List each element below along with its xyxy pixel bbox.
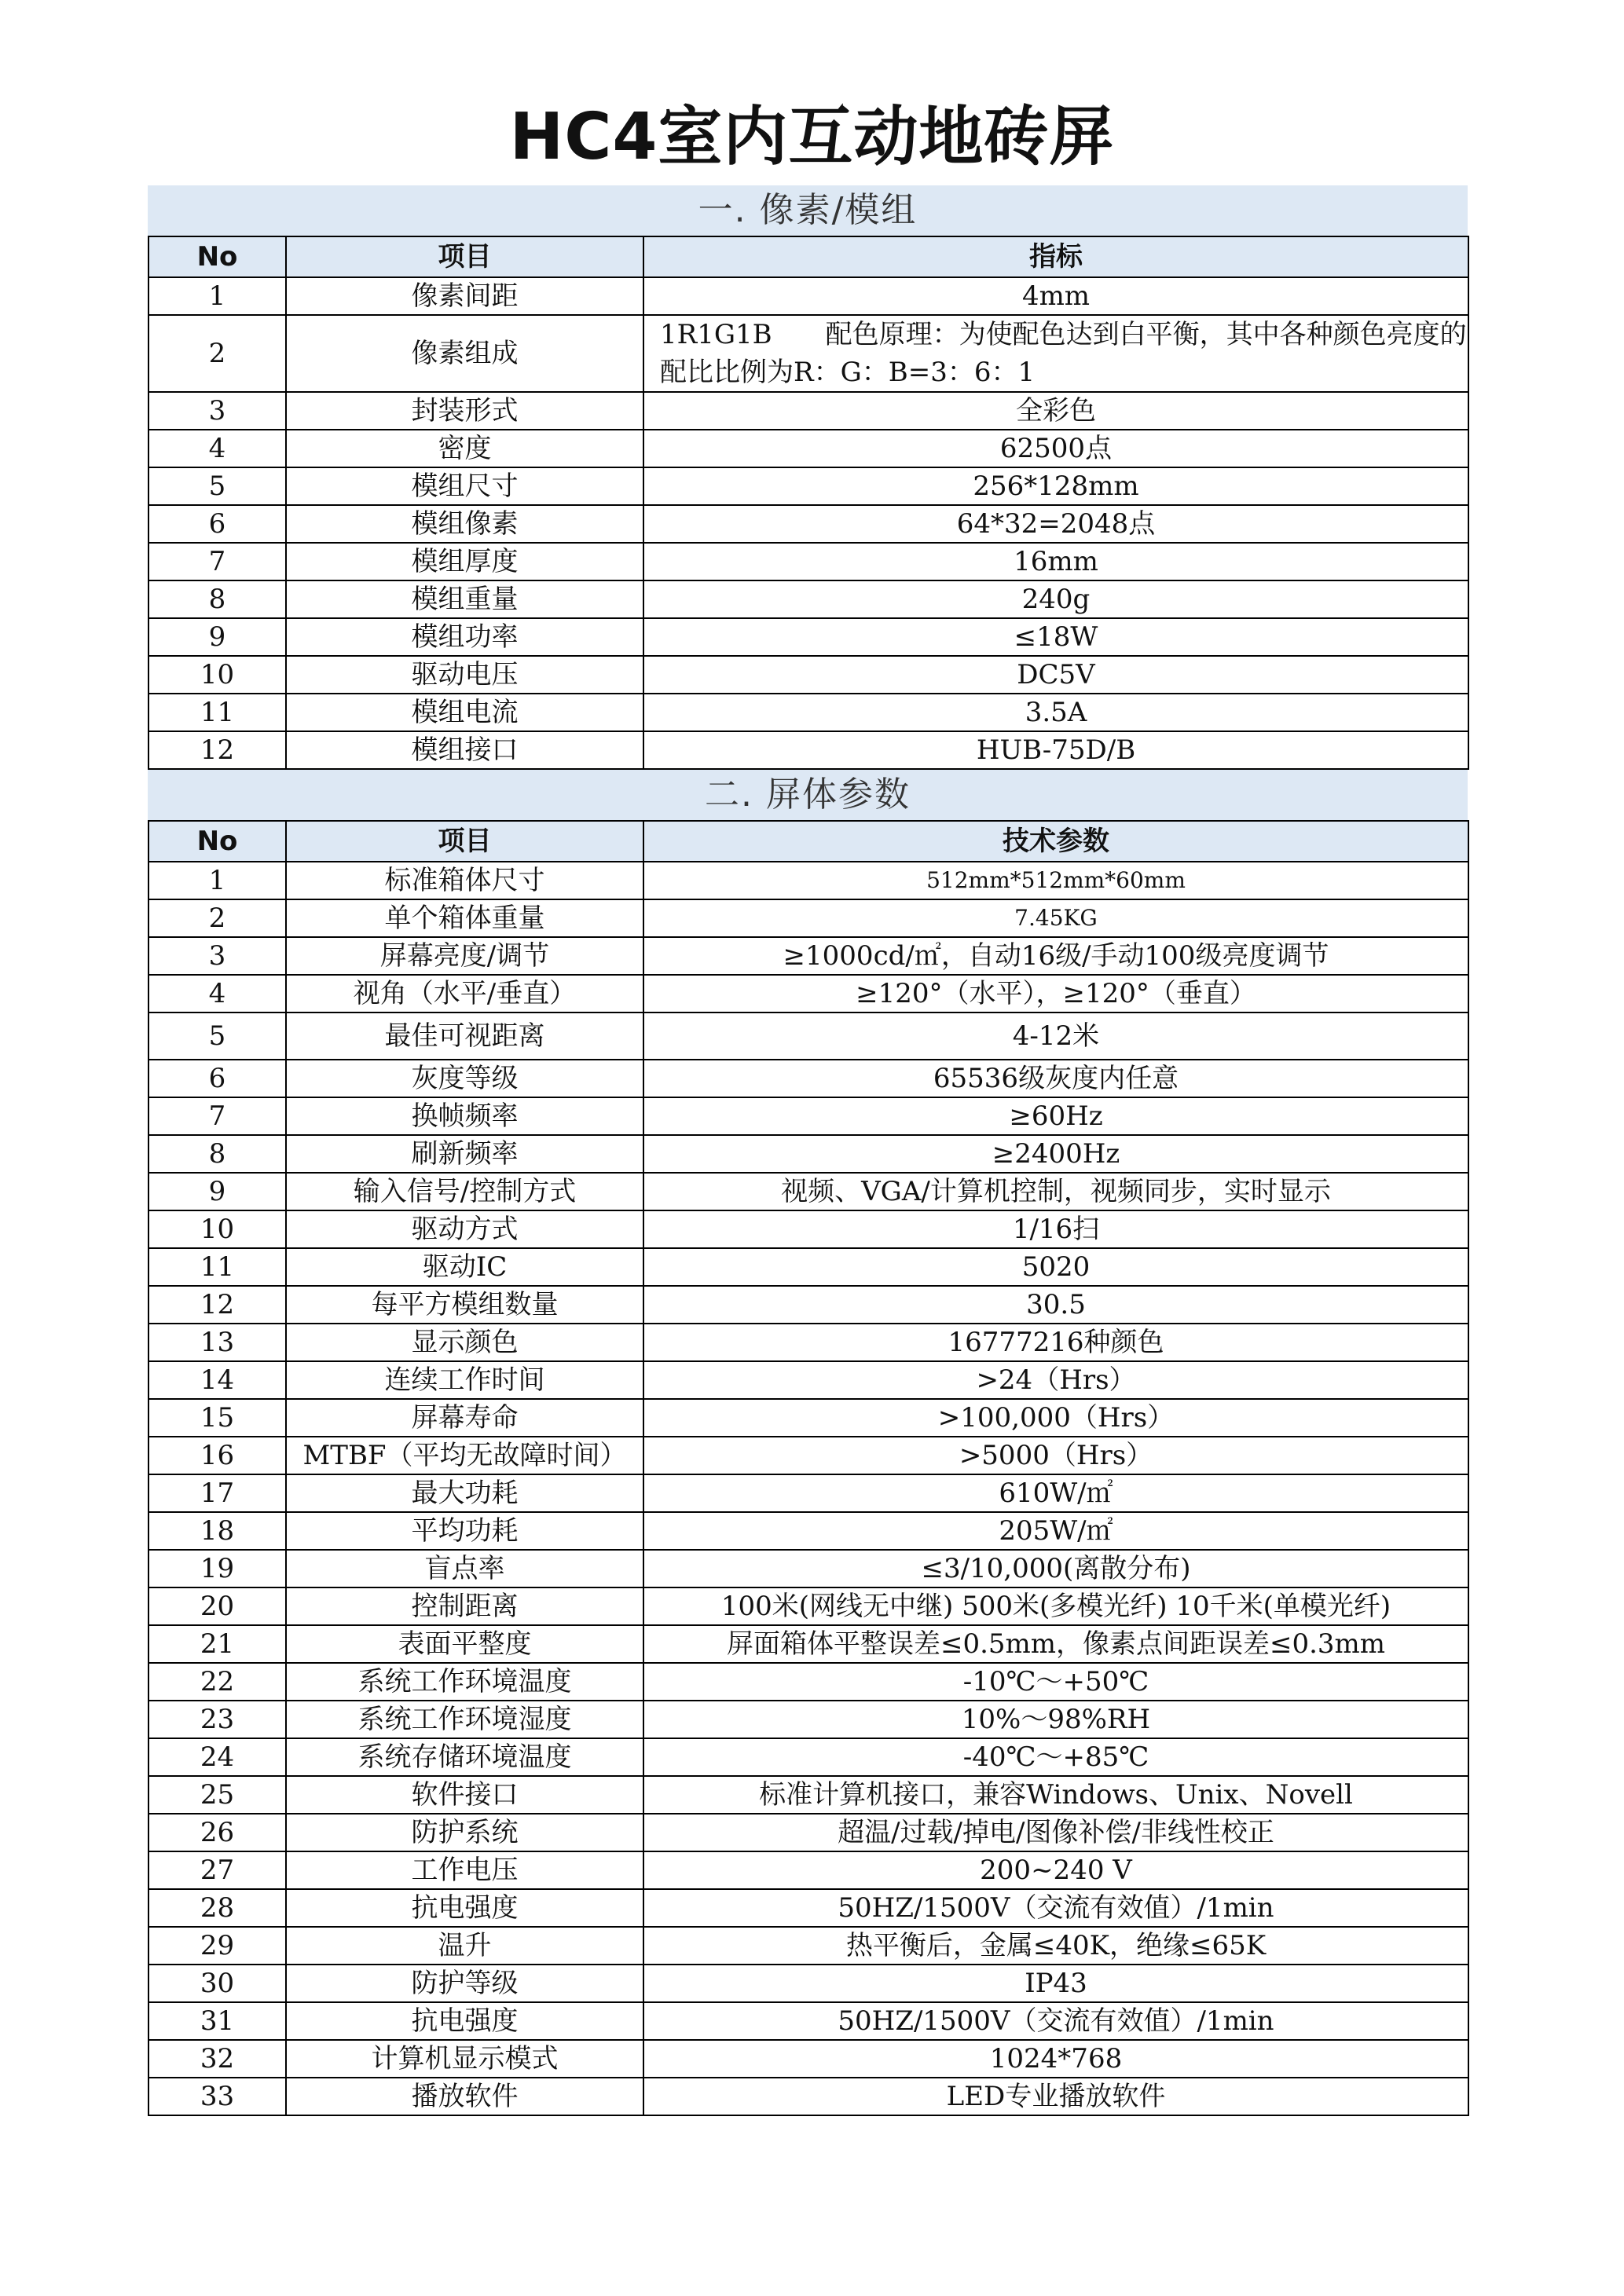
table-row — [148, 1474, 1468, 1512]
row-number: 4 — [148, 975, 286, 1013]
row-value: 5020 — [643, 1248, 1468, 1286]
row-value: 610W/㎡ — [643, 1474, 1468, 1512]
table-row — [148, 1248, 1468, 1286]
row-value: ≥2400Hz — [643, 1135, 1468, 1173]
row-number: 10 — [148, 1210, 286, 1248]
row-value: 7.45KG — [643, 899, 1468, 937]
row-value: 视频、VGA/计算机控制，视频同步，实时显示 — [643, 1173, 1468, 1210]
table-row — [148, 731, 1468, 769]
row-value: 16777216种颜色 — [643, 1324, 1468, 1361]
row-value: 全彩色 — [643, 392, 1468, 430]
row-item-label: 防护等级 — [286, 1965, 643, 2002]
table-row — [148, 1738, 1468, 1776]
row-number: 1 — [148, 862, 286, 899]
row-item-label: 每平方模组数量 — [286, 1286, 643, 1324]
row-number: 2 — [148, 899, 286, 937]
row-value: 64*32=2048点 — [643, 505, 1468, 543]
row-number: 3 — [148, 392, 286, 430]
column-header-no: No — [148, 236, 286, 277]
row-item-label: 系统工作环境温度 — [286, 1663, 643, 1701]
table-row — [148, 505, 1468, 543]
row-value: 超温/过载/掉电/图像补偿/非线性校正 — [643, 1814, 1468, 1851]
row-number: 31 — [148, 2002, 286, 2040]
table-row — [148, 656, 1468, 694]
row-number: 13 — [148, 1324, 286, 1361]
table-row — [148, 975, 1468, 1013]
row-value: LED专业播放软件 — [643, 2078, 1468, 2115]
row-item-label: 防护系统 — [286, 1814, 643, 1851]
row-item-label: 工作电压 — [286, 1851, 643, 1889]
row-number: 6 — [148, 505, 286, 543]
row-number: 14 — [148, 1361, 286, 1399]
table-row — [148, 2002, 1468, 2040]
row-value: ≥120°（水平），≥120°（垂直） — [643, 975, 1468, 1013]
row-value: 热平衡后，金属≤40K，绝缘≤65K — [643, 1927, 1468, 1965]
table-row — [148, 1587, 1468, 1625]
row-value: 30.5 — [643, 1286, 1468, 1324]
table-row — [148, 937, 1468, 975]
row-number: 16 — [148, 1437, 286, 1474]
row-item-label: 屏幕寿命 — [286, 1399, 643, 1437]
row-value: 3.5A — [643, 694, 1468, 731]
row-item-label: 模组重量 — [286, 580, 643, 618]
table-header-row — [148, 821, 1468, 862]
row-value: 100米(网线无中继) 500米(多模光纤) 10千米(单模光纤) — [643, 1587, 1468, 1625]
screen-params-table — [148, 820, 1469, 2116]
row-value: 240g — [643, 580, 1468, 618]
row-item-label: 最大功耗 — [286, 1474, 643, 1512]
table-row — [148, 1060, 1468, 1097]
row-item-label: 模组尺寸 — [286, 467, 643, 505]
row-number: 11 — [148, 1248, 286, 1286]
table-row — [148, 543, 1468, 580]
row-value: 65536级灰度内任意 — [643, 1060, 1468, 1097]
row-value: IP43 — [643, 1965, 1468, 2002]
row-item-label: 显示颜色 — [286, 1324, 643, 1361]
row-value: ≥1000cd/㎡，自动16级/手动100级亮度调节 — [643, 937, 1468, 975]
table-row — [148, 1889, 1468, 1927]
table-row — [148, 1324, 1468, 1361]
row-value: 256*128mm — [643, 467, 1468, 505]
column-header-value: 指标 — [643, 236, 1468, 277]
row-value: DC5V — [643, 656, 1468, 694]
row-value: ≤18W — [643, 618, 1468, 656]
row-number: 20 — [148, 1587, 286, 1625]
table-row — [148, 1927, 1468, 1965]
table-row — [148, 430, 1468, 467]
pixel-module-table — [148, 236, 1469, 770]
row-value: >5000（Hrs） — [643, 1437, 1468, 1474]
table-row — [148, 1776, 1468, 1814]
row-number: 32 — [148, 2040, 286, 2078]
table-row — [148, 1814, 1468, 1851]
row-value: 1024*768 — [643, 2040, 1468, 2078]
row-value: 205W/㎡ — [643, 1512, 1468, 1550]
row-value: 10%～98%RH — [643, 1701, 1468, 1738]
row-item-label: 表面平整度 — [286, 1625, 643, 1663]
row-number: 5 — [148, 1013, 286, 1060]
row-item-label: 屏幕亮度/调节 — [286, 937, 643, 975]
row-item-label: 最佳可视距离 — [286, 1013, 643, 1060]
table-row — [148, 2078, 1468, 2115]
row-number: 9 — [148, 618, 286, 656]
row-item-label: 抗电强度 — [286, 1889, 643, 1927]
row-value: >24（Hrs） — [643, 1361, 1468, 1399]
row-value: 4mm — [643, 277, 1468, 315]
row-item-label: 模组厚度 — [286, 543, 643, 580]
table-row — [148, 1512, 1468, 1550]
row-number: 15 — [148, 1399, 286, 1437]
row-item-label: 抗电强度 — [286, 2002, 643, 2040]
row-number: 27 — [148, 1851, 286, 1889]
row-item-label: 换帧频率 — [286, 1097, 643, 1135]
table-header-row — [148, 236, 1468, 277]
row-item-label: 封装形式 — [286, 392, 643, 430]
row-value: 50HZ/1500V（交流有效值）/1min — [643, 2002, 1468, 2040]
row-number: 23 — [148, 1701, 286, 1738]
row-item-label: 控制距离 — [286, 1587, 643, 1625]
row-number: 22 — [148, 1663, 286, 1701]
spec-sheet — [148, 185, 1468, 2116]
row-item-label: 标准箱体尺寸 — [286, 862, 643, 899]
row-value: 200~240 V — [643, 1851, 1468, 1889]
table-row — [148, 580, 1468, 618]
row-value: >100,000（Hrs） — [643, 1399, 1468, 1437]
table-row — [148, 1210, 1468, 1248]
table-row — [148, 1286, 1468, 1324]
row-number: 33 — [148, 2078, 286, 2115]
row-item-label: 像素间距 — [286, 277, 643, 315]
table-row — [148, 1701, 1468, 1738]
row-value: 标准计算机接口，兼容Windows、Unix、Novell — [643, 1776, 1468, 1814]
row-number: 10 — [148, 656, 286, 694]
row-number: 29 — [148, 1927, 286, 1965]
table-row — [148, 862, 1468, 899]
row-number: 2 — [148, 315, 286, 392]
row-number: 25 — [148, 1776, 286, 1814]
row-number: 17 — [148, 1474, 286, 1512]
row-value: 512mm*512mm*60mm — [643, 862, 1468, 899]
row-item-label: 驱动电压 — [286, 656, 643, 694]
table-row — [148, 618, 1468, 656]
row-item-label: 播放软件 — [286, 2078, 643, 2115]
row-value: HUB-75D/B — [643, 731, 1468, 769]
table-row — [148, 1965, 1468, 2002]
row-value: 屏面箱体平整误差≤0.5mm，像素点间距误差≤0.3mm — [643, 1625, 1468, 1663]
row-number: 12 — [148, 731, 286, 769]
row-value: 1/16扫 — [643, 1210, 1468, 1248]
row-number: 30 — [148, 1965, 286, 2002]
row-number: 8 — [148, 1135, 286, 1173]
table-row — [148, 1361, 1468, 1399]
row-value: 4-12米 — [643, 1013, 1468, 1060]
table-row — [148, 315, 1468, 392]
table-row — [148, 467, 1468, 505]
table-row — [148, 1013, 1468, 1060]
row-item-label: 刷新频率 — [286, 1135, 643, 1173]
row-value: -40℃～+85℃ — [643, 1738, 1468, 1776]
row-value: 50HZ/1500V（交流有效值）/1min — [643, 1889, 1468, 1927]
row-value: ≥60Hz — [643, 1097, 1468, 1135]
row-item-label: 模组电流 — [286, 694, 643, 731]
row-item-label: 模组接口 — [286, 731, 643, 769]
row-number: 7 — [148, 1097, 286, 1135]
column-header-value: 技术参数 — [643, 821, 1468, 862]
row-item-label: 密度 — [286, 430, 643, 467]
row-number: 8 — [148, 580, 286, 618]
table-row — [148, 1173, 1468, 1210]
row-number: 19 — [148, 1550, 286, 1587]
row-item-label: 输入信号/控制方式 — [286, 1173, 643, 1210]
row-number: 9 — [148, 1173, 286, 1210]
row-item-label: 平均功耗 — [286, 1512, 643, 1550]
row-number: 24 — [148, 1738, 286, 1776]
table-row — [148, 1550, 1468, 1587]
row-number: 11 — [148, 694, 286, 731]
row-item-label: 系统存储环境温度 — [286, 1738, 643, 1776]
screen-params-table-body — [148, 862, 1468, 2115]
table-row — [148, 1097, 1468, 1135]
row-item-label: 视角（水平/垂直） — [286, 975, 643, 1013]
row-item-label: 模组功率 — [286, 618, 643, 656]
row-item-label: 灰度等级 — [286, 1060, 643, 1097]
table-row — [148, 1135, 1468, 1173]
row-item-label: 温升 — [286, 1927, 643, 1965]
row-value: 16mm — [643, 543, 1468, 580]
row-value: ≤3/10,000(离散分布) — [643, 1550, 1468, 1587]
table-row — [148, 1851, 1468, 1889]
table-row — [148, 1399, 1468, 1437]
row-number: 18 — [148, 1512, 286, 1550]
row-item-label: 驱动IC — [286, 1248, 643, 1286]
row-number: 12 — [148, 1286, 286, 1324]
section-heading-pixel-module: 一. 像素/模组 — [148, 185, 1468, 236]
table-row — [148, 694, 1468, 731]
table-row — [148, 1663, 1468, 1701]
row-number: 5 — [148, 467, 286, 505]
row-number: 3 — [148, 937, 286, 975]
row-item-label: 单个箱体重量 — [286, 899, 643, 937]
row-number: 21 — [148, 1625, 286, 1663]
column-header-item: 项目 — [286, 821, 643, 862]
table-row — [148, 392, 1468, 430]
column-header-item: 项目 — [286, 236, 643, 277]
row-number: 6 — [148, 1060, 286, 1097]
section-heading-screen-params: 二. 屏体参数 — [148, 770, 1468, 820]
row-item-label: 系统工作环境湿度 — [286, 1701, 643, 1738]
row-item-label: 模组像素 — [286, 505, 643, 543]
row-item-label: MTBF（平均无故障时间） — [286, 1437, 643, 1474]
row-number: 26 — [148, 1814, 286, 1851]
column-header-no: No — [148, 821, 286, 862]
table-row — [148, 1437, 1468, 1474]
row-value: 62500点 — [643, 430, 1468, 467]
row-number: 28 — [148, 1889, 286, 1927]
table-row — [148, 899, 1468, 937]
row-item-label: 软件接口 — [286, 1776, 643, 1814]
row-item-label: 计算机显示模式 — [286, 2040, 643, 2078]
row-item-label: 驱动方式 — [286, 1210, 643, 1248]
row-number: 4 — [148, 430, 286, 467]
table-row — [148, 277, 1468, 315]
row-item-label: 连续工作时间 — [286, 1361, 643, 1399]
row-number: 7 — [148, 543, 286, 580]
row-value: -10℃～+50℃ — [643, 1663, 1468, 1701]
table-row — [148, 2040, 1468, 2078]
row-number: 1 — [148, 277, 286, 315]
page-title: HC4室内互动地砖屏 — [509, 100, 1115, 174]
row-item-label: 像素组成 — [286, 315, 643, 392]
row-value: 1R1G1B 配色原理：为使配色达到白平衡，其中各种颜色亮度的配比比例为R：G：B=3：6：1 — [643, 315, 1468, 392]
row-item-label: 盲点率 — [286, 1550, 643, 1587]
pixel-module-table-body — [148, 277, 1468, 769]
table-row — [148, 1625, 1468, 1663]
